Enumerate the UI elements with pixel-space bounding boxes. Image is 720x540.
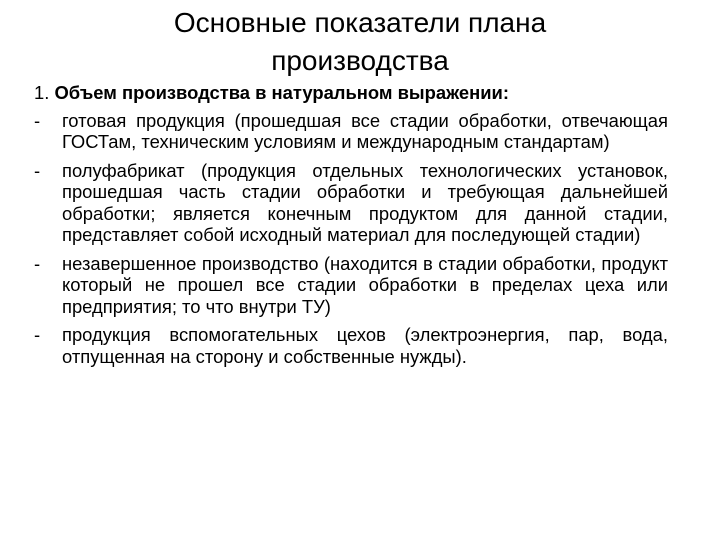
slide-title-line-1: Основные показатели плана: [173, 7, 547, 38]
section-heading-text: Объем производства в натуральном выражении:: [54, 82, 509, 103]
section-heading: [34, 82, 668, 104]
slide-body: [34, 82, 668, 374]
list-item-marker: -: [34, 324, 41, 345]
list-item-marker: -: [34, 109, 41, 131]
list-item-work-in-progress: [34, 253, 668, 318]
list-item-text: незавершенное производство (находится в стадии обработки, продукт который не прошел все стадии обработки в пределах цеха или предприятия; то что внутри ТУ): [62, 252, 668, 317]
list-item-text: полуфабрикат (продукция отдельных технологических установок, прошедшая часть стадии обработки и требующая дальнейшей обработки; является конечным продуктом для данной стадии, представляет собой исходный материал для последующей стадии): [62, 159, 668, 245]
list-item-finished-products: [34, 110, 668, 153]
list-item-text: готовая продукция (прошедшая все стадии обработки, отвечающая ГОСТам, техническим условиям и международным стандартам): [62, 109, 668, 152]
list-item-auxiliary-shops: [34, 324, 668, 367]
list-item-marker: -: [34, 159, 41, 181]
slide-title: [60, 4, 660, 80]
list-item-text: продукция вспомогательных цехов (электроэнергия, пар, вода, отпущенная на сторону и собственные нужды).: [62, 324, 668, 367]
list-item-marker: -: [34, 252, 41, 274]
section-number: 1.: [34, 82, 50, 103]
slide-title-line-2: производства: [271, 45, 449, 76]
list-item-semi-finished: [34, 160, 668, 246]
